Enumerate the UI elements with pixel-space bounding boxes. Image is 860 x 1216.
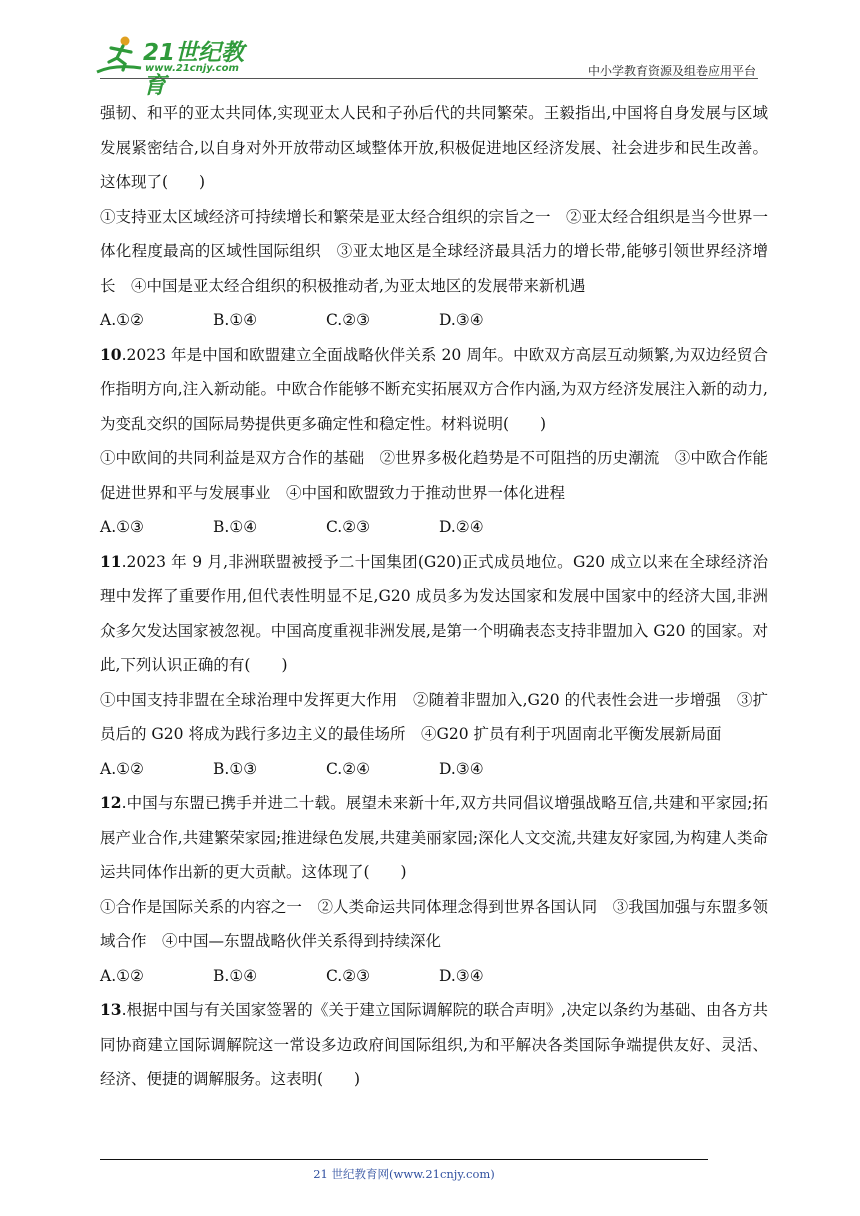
option-b: B.①④ [213,966,258,985]
page-footer: 21 世纪教育网(www.21cnjy.com) [313,1167,495,1181]
question-9-options [100,303,768,338]
option-b: B.①④ [213,518,258,536]
question-11-statements: ①中国支持非盟在全球治理中发挥更大作用 ②随着非盟加入,G20 的代表性会进一步增强 ③扩员后的 G20 将成为践行多边主义的最佳场所 ④G20 扩员有利于巩固南北平衡发展新局面 [100,690,768,743]
question-content [100,96,768,1097]
option-c: C.②③ [326,311,371,329]
option-a: A.①③ [100,518,144,536]
header-divider [100,78,758,79]
question-number: 11 [100,551,122,571]
option-c: C.②④ [326,759,371,778]
option-a: A.①② [100,759,144,778]
question-stem: .中国与东盟已携手并进二十载。展望未来新十年,双方共同倡议增强战略互信,共建和平家园;拓展产业合作,共建繁荣家园;推进绿色发展,共建美丽家园;深化人文交流,共建友好家园,为构建人类命运共同体作出新的更大贡献。这体现了( ) [100,794,768,881]
question-11-options [100,752,768,787]
option-a: A.①② [100,966,144,985]
question-10-options [100,510,768,545]
question-9-statements: ①支持亚太区域经济可持续增长和繁荣是亚太经合组织的宗旨之一 ②亚太经合组织是当今世界一体化程度最高的区域性国际组织 ③亚太地区是全球经济最具活力的增长带,能够引领世界经济增长 ④中国是亚太经合组织的积极推动者,为亚太地区的发展带来新机遇 [100,207,768,295]
option-a: A.①② [100,311,144,329]
question-11 [100,545,768,683]
runner-icon [95,34,143,78]
option-d: D.③④ [439,759,484,778]
question-12-options [100,959,768,994]
question-9-continued: 强韧、和平的亚太共同体,实现亚太人民和子孙后代的共同繁荣。王毅指出,中国将自身发展与区域发展紧密结合,以自身对外开放带动区域整体开放,积极促进地区经济发展、社会进步和民生改善。这体现了( ) [100,104,768,191]
question-stem: .2023 年是中国和欧盟建立全面战略伙伴关系 20 周年。中欧双方高层互动频繁,为双边经贸合作指明方向,注入新动能。中欧合作能够不断充实拓展双方合作内涵,为双方经济发展注入新的动力,为变乱交织的国际局势提供更多确定性和稳定性。材料说明( ) [100,345,768,433]
question-10 [100,338,768,442]
option-b: B.①③ [213,759,258,778]
option-c: C.②③ [326,966,371,985]
option-d: D.③④ [439,311,484,329]
question-10-statements: ①中欧间的共同利益是双方合作的基础 ②世界多极化趋势是不可阻挡的历史潮流 ③中欧合作能促进世界和平与发展事业 ④中国和欧盟致力于推动世界一体化进程 [100,449,768,502]
logo-text: 21世纪教育 [143,40,245,99]
question-13 [100,993,768,1097]
site-logo [95,34,265,99]
option-c: C.②③ [326,518,371,536]
logo-url: www.21cnjy.com [145,63,239,74]
question-stem: .根据中国与有关国家签署的《关于建立国际调解院的联合声明》,决定以条约为基础、由各方共同协商建立国际调解院这一常设多边政府间国际组织,为和平解决各类国际争端提供友好、灵活、经济、便捷的调解服务。这表明( ) [100,1001,768,1088]
question-number: 10 [100,344,122,364]
question-12-statements: ①合作是国际关系的内容之一 ②人类命运共同体理念得到世界各国认同 ③我国加强与东盟多领域合作 ④中国—东盟战略伙伴关系得到持续深化 [100,897,768,950]
footer-divider [100,1159,708,1160]
question-12 [100,786,768,890]
question-number: 13 [100,1000,122,1019]
question-number: 12 [100,793,122,812]
option-d: D.③④ [439,966,484,985]
option-b: B.①④ [213,311,258,329]
page-header [95,30,760,99]
option-d: D.②④ [439,518,484,536]
platform-title: 中小学教育资源及组卷应用平台 [587,64,756,78]
question-stem: .2023 年 9 月,非洲联盟被授予二十国集团(G20)正式成员地位。G20 成立以来在全球经济治理中发挥了重要作用,但代表性明显不足,G20 成员多为发达国家和发展中国家中的经济大国,非洲众多欠发达国家被忽视。中国高度重视非洲发展,是第一个明确表态支持非盟加入 G20 的国家。对此,下列认识正确的有( ) [100,552,768,674]
